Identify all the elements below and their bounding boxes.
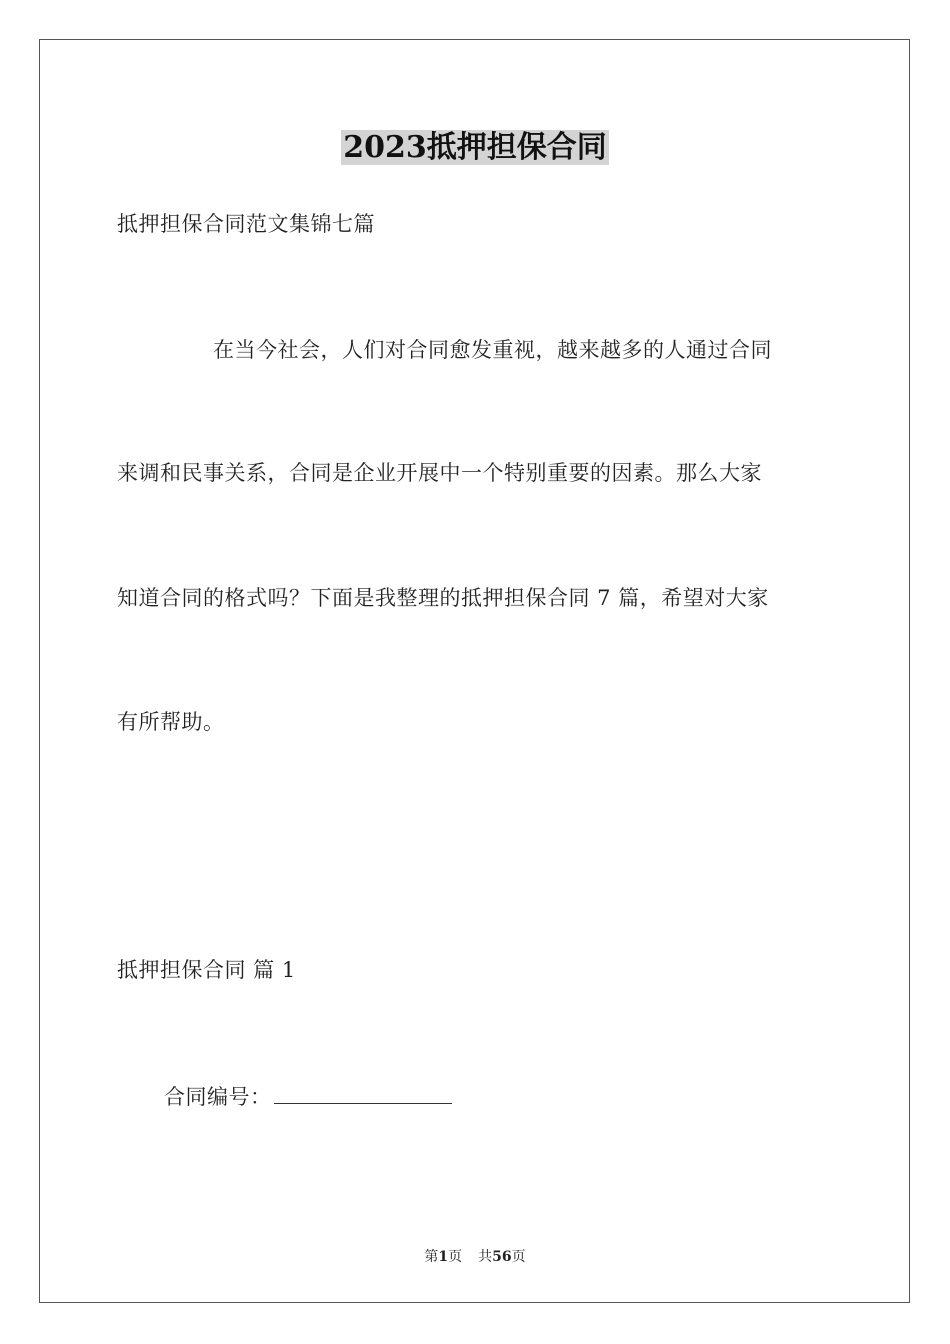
document-title <box>0 128 950 168</box>
section-heading: 抵押担保合同 篇 1 <box>117 958 296 982</box>
paragraph-line-3: 知道合同的格式吗？下面是我整理的抵押担保合同 7 篇，希望对大家 <box>117 586 769 610</box>
contract-number-row <box>164 1081 452 1112</box>
document-title-text: 2023抵押担保合同 <box>343 130 607 165</box>
contract-number-blank <box>274 1081 452 1104</box>
footer-total-pages: 56 <box>492 1249 512 1265</box>
footer-total-suffix: 页 <box>511 1249 526 1265</box>
paragraph-line-4: 有所帮助。 <box>117 710 225 734</box>
page-footer <box>0 1247 950 1267</box>
footer-page-prefix: 第 <box>424 1249 439 1265</box>
document-subtitle: 抵押担保合同范文集锦七篇 <box>117 212 375 236</box>
footer-total-prefix: 共 <box>478 1249 493 1265</box>
footer-page-number: 1 <box>438 1249 449 1265</box>
paragraph-line-2: 来调和民事关系，合同是企业开展中一个特别重要的因素。那么大家 <box>117 461 762 485</box>
footer-page-suffix: 页 <box>448 1249 463 1265</box>
contract-number-label: 合同编号： <box>164 1085 272 1109</box>
paragraph-line-1: 在当今社会，人们对合同愈发重视，越来越多的人通过合同 <box>213 338 772 362</box>
